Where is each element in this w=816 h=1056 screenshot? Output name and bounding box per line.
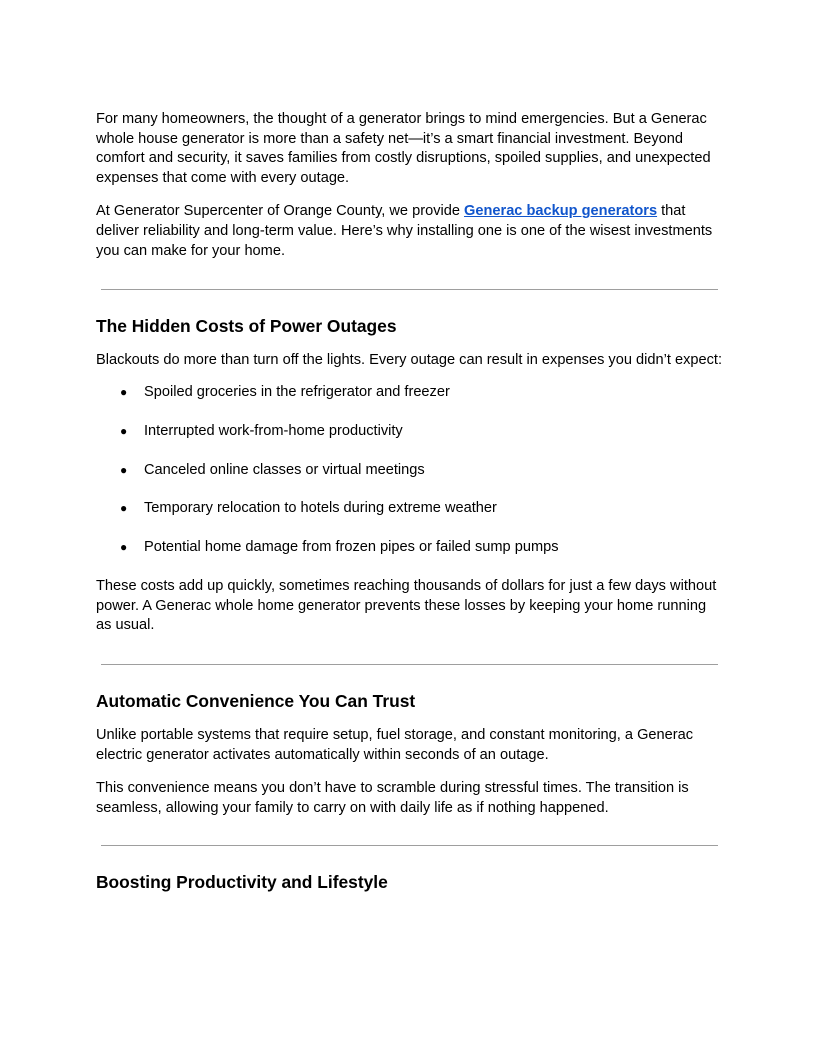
- horizontal-rule: [101, 845, 718, 846]
- convenience-paragraph-2: This convenience means you don’t have to scramble during stressful times. The transition is seamless, allowing your family to carry on with daily life as if nothing happened.: [96, 780, 689, 816]
- list-item-text: Spoiled groceries in the refrigerator and freezer: [144, 383, 450, 400]
- list-item-text: Potential home damage from frozen pipes or failed sump pumps: [144, 539, 559, 556]
- intro-paragraph-2-end: that deliver reliability and long-term value. Here’s why installing one is one of the wisest investments you can make for your home.: [96, 203, 713, 259]
- horizontal-rule: [101, 664, 718, 665]
- document-body: [96, 110, 722, 893]
- heading-hidden-costs: The Hidden Costs of Power Outages: [96, 316, 397, 337]
- bullet-icon: ●: [120, 462, 128, 477]
- list-item: [96, 383, 722, 403]
- hidden-costs-intro: Blackouts do more than turn off the lights. Every outage can result in expenses you didn’t expect:: [96, 352, 723, 369]
- bullet-icon: ●: [120, 501, 128, 516]
- intro-paragraph-2: [96, 202, 722, 261]
- convenience-paragraph-1: Unlike portable systems that require setup, fuel storage, and constant monitoring, a Generac electric generator activates automatically within seconds of an outage.: [96, 726, 694, 763]
- list-item: [96, 422, 722, 442]
- heading-automatic-convenience: Automatic Convenience You Can Trust: [96, 690, 416, 711]
- list-item: [96, 499, 722, 519]
- list-item-text: Temporary relocation to hotels during extreme weather: [144, 500, 497, 517]
- intro-paragraph-2-start: At Generator Supercenter of Orange County, we provide: [96, 203, 465, 220]
- horizontal-rule: [101, 289, 718, 290]
- intro-paragraph-1: For many homeowners, the thought of a generator brings to mind emergencies. But a Generac whole house generator is more than a safety net—it’s a smart financial investment. Beyond comfort and security, it saves families from costly disruptions, spoiled supplies, and unexpected expenses that come with every outage.: [96, 111, 711, 186]
- bullet-icon: ●: [120, 423, 128, 438]
- outage-expenses-list: [96, 383, 722, 558]
- heading-productivity-lifestyle: Boosting Productivity and Lifestyle: [96, 872, 388, 893]
- list-item: [96, 461, 722, 481]
- bullet-icon: ●: [120, 540, 128, 555]
- generac-backup-generators-link[interactable]: Generac backup generators: [464, 203, 658, 220]
- list-item: [96, 538, 722, 558]
- list-item-text: Canceled online classes or virtual meetings: [144, 461, 425, 478]
- bullet-icon: ●: [120, 384, 128, 399]
- hidden-costs-closing: These costs add up quickly, sometimes reaching thousands of dollars for just a few days without power. A Generac whole home generator prevents these losses by keeping your home running as usual.: [96, 578, 717, 634]
- list-item-text: Interrupted work-from-home productivity: [144, 422, 403, 439]
